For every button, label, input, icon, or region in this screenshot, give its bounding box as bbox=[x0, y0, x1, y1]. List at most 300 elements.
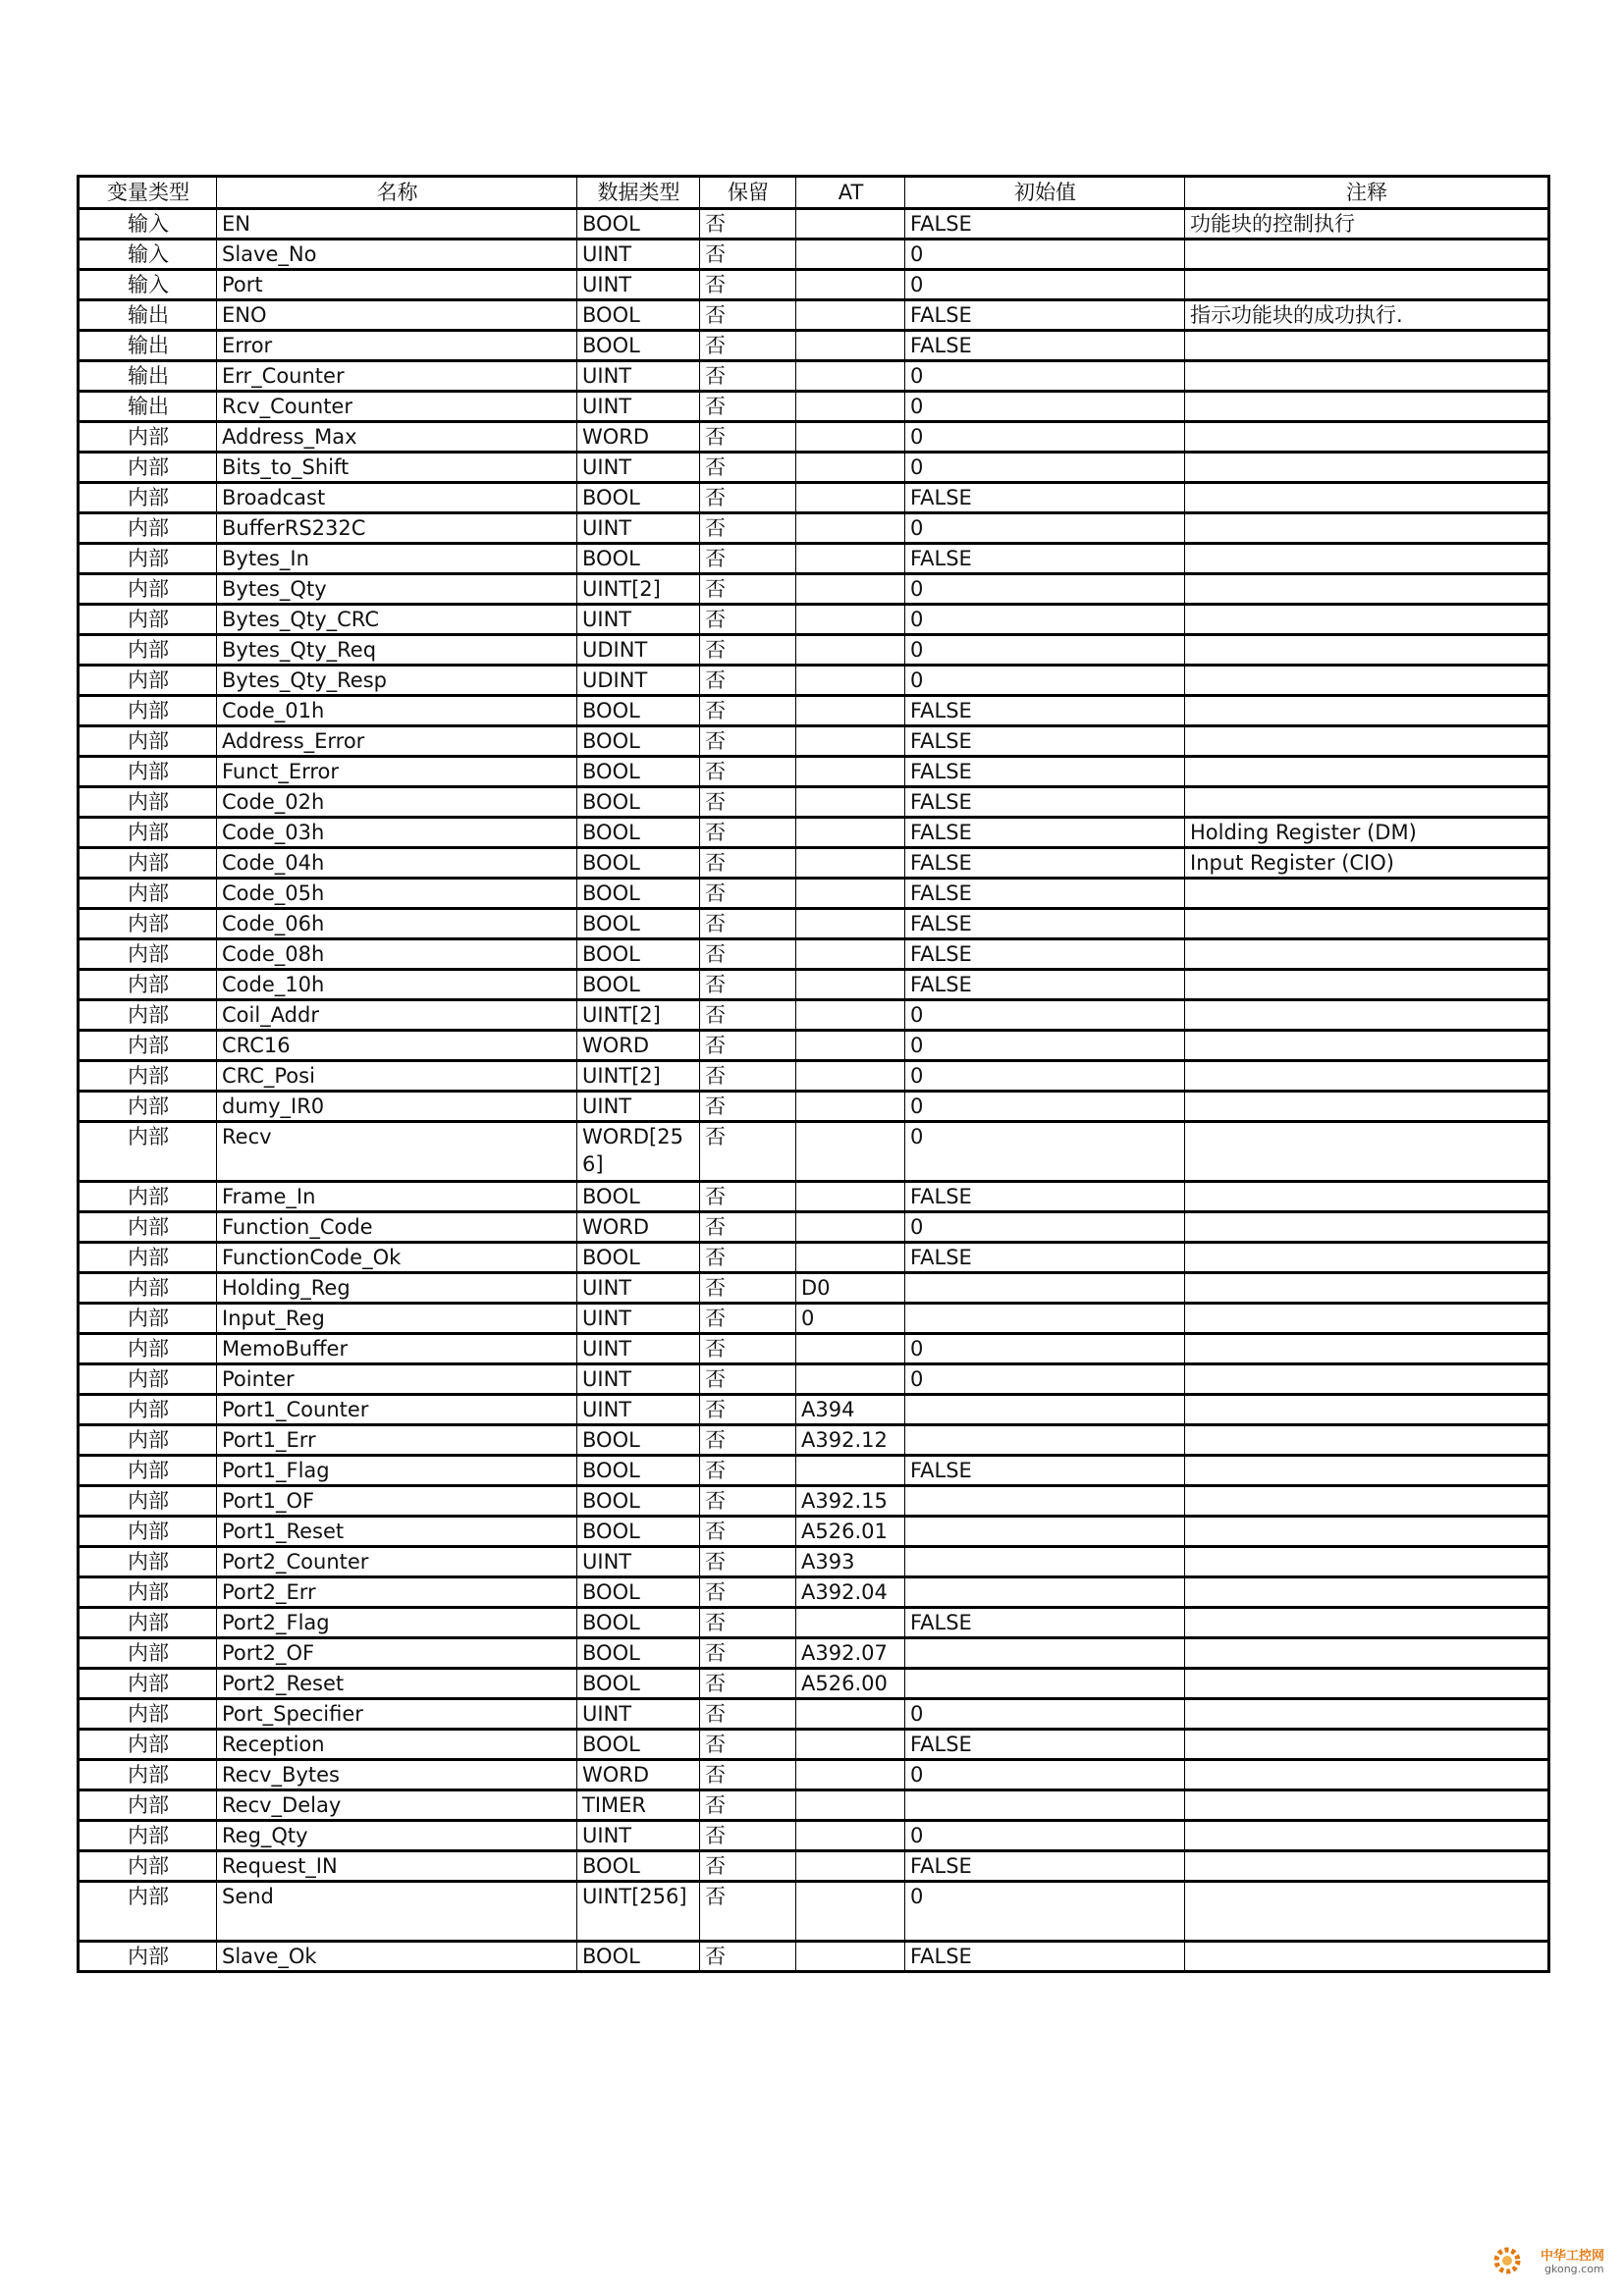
cell-kind: 内部 bbox=[79, 787, 217, 818]
cell-comment bbox=[1185, 1273, 1549, 1304]
cell-comment bbox=[1185, 1760, 1549, 1790]
cell-kind: 内部 bbox=[79, 909, 217, 939]
cell-init bbox=[905, 1669, 1185, 1699]
table-row bbox=[79, 787, 1549, 818]
cell-retain: 否 bbox=[700, 1456, 796, 1486]
cell-dtype: BOOL bbox=[577, 818, 700, 848]
cell-comment bbox=[1185, 1851, 1549, 1882]
cell-retain: 否 bbox=[700, 453, 796, 483]
table-row bbox=[79, 1638, 1549, 1669]
cell-retain: 否 bbox=[700, 331, 796, 361]
table-body bbox=[79, 209, 1549, 1972]
cell-dtype: UINT bbox=[577, 1092, 700, 1122]
cell-init: 0 bbox=[905, 1882, 1185, 1942]
cell-name: Slave_No bbox=[217, 240, 577, 270]
cell-retain: 否 bbox=[700, 1425, 796, 1456]
cell-name: CRC16 bbox=[217, 1031, 577, 1061]
cell-init: 0 bbox=[905, 1821, 1185, 1851]
cell-at bbox=[796, 1031, 905, 1061]
cell-comment bbox=[1185, 1212, 1549, 1243]
cell-kind: 内部 bbox=[79, 1730, 217, 1760]
cell-name: Code_01h bbox=[217, 696, 577, 726]
cell-init: FALSE bbox=[905, 1730, 1185, 1760]
cell-kind: 内部 bbox=[79, 1608, 217, 1638]
cell-dtype: UINT bbox=[577, 1699, 700, 1730]
cell-comment bbox=[1185, 909, 1549, 939]
cell-at: A392.07 bbox=[796, 1638, 905, 1669]
cell-kind: 内部 bbox=[79, 1882, 217, 1942]
cell-at: 0 bbox=[796, 1304, 905, 1334]
table-row bbox=[79, 1425, 1549, 1456]
table-row bbox=[79, 1212, 1549, 1243]
table-row bbox=[79, 1577, 1549, 1608]
table-row bbox=[79, 483, 1549, 513]
cell-kind: 输出 bbox=[79, 392, 217, 422]
cell-name: Code_03h bbox=[217, 818, 577, 848]
cell-dtype: BOOL bbox=[577, 909, 700, 939]
cell-kind: 内部 bbox=[79, 483, 217, 513]
cell-at bbox=[796, 1122, 905, 1182]
cell-dtype: BOOL bbox=[577, 300, 700, 331]
cell-kind: 内部 bbox=[79, 1061, 217, 1092]
cell-kind: 内部 bbox=[79, 757, 217, 787]
cell-name: BufferRS232C bbox=[217, 513, 577, 544]
table-row bbox=[79, 1517, 1549, 1547]
table-row bbox=[79, 818, 1549, 848]
cell-kind: 内部 bbox=[79, 1364, 217, 1395]
cell-name: MemoBuffer bbox=[217, 1334, 577, 1364]
cell-comment bbox=[1185, 635, 1549, 666]
cell-comment bbox=[1185, 331, 1549, 361]
cell-kind: 内部 bbox=[79, 696, 217, 726]
cell-name: Reception bbox=[217, 1730, 577, 1760]
table-row bbox=[79, 270, 1549, 300]
cell-retain: 否 bbox=[700, 635, 796, 666]
cell-retain: 否 bbox=[700, 1699, 796, 1730]
cell-name: Port2_Reset bbox=[217, 1669, 577, 1699]
cell-init: 0 bbox=[905, 1061, 1185, 1092]
table-row bbox=[79, 1092, 1549, 1122]
table-row bbox=[79, 574, 1549, 605]
cell-name: Input_Reg bbox=[217, 1304, 577, 1334]
cell-name: Send bbox=[217, 1882, 577, 1942]
cell-name: Port1_OF bbox=[217, 1486, 577, 1517]
cell-at: D0 bbox=[796, 1273, 905, 1304]
cell-kind: 内部 bbox=[79, 939, 217, 970]
cell-kind: 输出 bbox=[79, 361, 217, 392]
cell-name: Request_IN bbox=[217, 1851, 577, 1882]
cell-kind: 内部 bbox=[79, 818, 217, 848]
cell-at bbox=[796, 726, 905, 757]
table-row bbox=[79, 544, 1549, 574]
cell-retain: 否 bbox=[700, 605, 796, 635]
table-row bbox=[79, 1699, 1549, 1730]
cell-dtype: BOOL bbox=[577, 1182, 700, 1212]
cell-init: 0 bbox=[905, 1364, 1185, 1395]
cell-comment bbox=[1185, 1031, 1549, 1061]
cell-kind: 内部 bbox=[79, 1547, 217, 1577]
cell-comment bbox=[1185, 1092, 1549, 1122]
cell-kind: 内部 bbox=[79, 1638, 217, 1669]
cell-at: A526.01 bbox=[796, 1517, 905, 1547]
cell-comment bbox=[1185, 1304, 1549, 1334]
cell-init: FALSE bbox=[905, 331, 1185, 361]
cell-dtype: UINT bbox=[577, 1364, 700, 1395]
cell-retain: 否 bbox=[700, 726, 796, 757]
cell-name: Funct_Error bbox=[217, 757, 577, 787]
cell-at bbox=[796, 361, 905, 392]
cell-kind: 内部 bbox=[79, 605, 217, 635]
cell-name: Port1_Flag bbox=[217, 1456, 577, 1486]
cell-retain: 否 bbox=[700, 300, 796, 331]
cell-kind: 内部 bbox=[79, 726, 217, 757]
table-row bbox=[79, 1000, 1549, 1031]
table-row bbox=[79, 1608, 1549, 1638]
cell-retain: 否 bbox=[700, 1730, 796, 1760]
cell-at bbox=[796, 513, 905, 544]
cell-kind: 内部 bbox=[79, 1851, 217, 1882]
cell-dtype: WORD bbox=[577, 1760, 700, 1790]
cell-name: Port1_Counter bbox=[217, 1395, 577, 1425]
cell-name: Bytes_Qty bbox=[217, 574, 577, 605]
cell-at bbox=[796, 757, 905, 787]
cell-at bbox=[796, 1851, 905, 1882]
cell-at bbox=[796, 1092, 905, 1122]
cell-dtype: BOOL bbox=[577, 544, 700, 574]
cell-kind: 内部 bbox=[79, 1212, 217, 1243]
cell-name: Code_02h bbox=[217, 787, 577, 818]
cell-retain: 否 bbox=[700, 1000, 796, 1031]
cell-name: Bytes_In bbox=[217, 544, 577, 574]
cell-name: CRC_Posi bbox=[217, 1061, 577, 1092]
cell-comment bbox=[1185, 1486, 1549, 1517]
cell-init: FALSE bbox=[905, 818, 1185, 848]
cell-kind: 内部 bbox=[79, 1790, 217, 1821]
cell-at bbox=[796, 453, 905, 483]
table-row bbox=[79, 635, 1549, 666]
cell-at: A392.04 bbox=[796, 1577, 905, 1608]
cell-at bbox=[796, 1000, 905, 1031]
cell-dtype: UDINT bbox=[577, 635, 700, 666]
cell-dtype: UINT[2] bbox=[577, 1061, 700, 1092]
cell-init bbox=[905, 1425, 1185, 1456]
cell-kind: 内部 bbox=[79, 453, 217, 483]
cell-comment bbox=[1185, 1790, 1549, 1821]
cell-retain: 否 bbox=[700, 1760, 796, 1790]
cell-comment bbox=[1185, 970, 1549, 1000]
cell-name: Pointer bbox=[217, 1364, 577, 1395]
cell-init: FALSE bbox=[905, 209, 1185, 240]
cell-comment bbox=[1185, 605, 1549, 635]
cell-at bbox=[796, 1061, 905, 1092]
cell-retain: 否 bbox=[700, 970, 796, 1000]
cell-dtype: BOOL bbox=[577, 483, 700, 513]
cell-retain: 否 bbox=[700, 1486, 796, 1517]
cell-name: Port bbox=[217, 270, 577, 300]
table-row bbox=[79, 1669, 1549, 1699]
cell-dtype: UINT bbox=[577, 1821, 700, 1851]
cell-init: FALSE bbox=[905, 939, 1185, 970]
cell-comment bbox=[1185, 1547, 1549, 1577]
table-row bbox=[79, 453, 1549, 483]
table-row bbox=[79, 726, 1549, 757]
cell-dtype: WORD[256] bbox=[577, 1122, 700, 1182]
table-row bbox=[79, 757, 1549, 787]
cell-at bbox=[796, 422, 905, 453]
cell-init: FALSE bbox=[905, 696, 1185, 726]
cell-kind: 内部 bbox=[79, 1517, 217, 1547]
cell-dtype: BOOL bbox=[577, 209, 700, 240]
cell-comment bbox=[1185, 666, 1549, 696]
cell-at bbox=[796, 1364, 905, 1395]
cell-at bbox=[796, 909, 905, 939]
cell-dtype: UINT bbox=[577, 1547, 700, 1577]
cell-dtype: BOOL bbox=[577, 939, 700, 970]
cell-dtype: UINT bbox=[577, 1304, 700, 1334]
cell-name: Address_Max bbox=[217, 422, 577, 453]
cell-comment: 功能块的控制执行 bbox=[1185, 209, 1549, 240]
table-row bbox=[79, 909, 1549, 939]
cell-comment bbox=[1185, 1669, 1549, 1699]
cell-retain: 否 bbox=[700, 1243, 796, 1273]
cell-retain: 否 bbox=[700, 1851, 796, 1882]
watermark-title: 中华工控网 bbox=[1541, 2249, 1605, 2264]
col-header-retain: 保留 bbox=[700, 177, 796, 209]
cell-at bbox=[796, 1760, 905, 1790]
cell-init: 0 bbox=[905, 361, 1185, 392]
cell-comment bbox=[1185, 1364, 1549, 1395]
cell-retain: 否 bbox=[700, 909, 796, 939]
cell-name: Coil_Addr bbox=[217, 1000, 577, 1031]
col-header-name: 名称 bbox=[217, 177, 577, 209]
cell-comment bbox=[1185, 1061, 1549, 1092]
cell-retain: 否 bbox=[700, 422, 796, 453]
cell-name: FunctionCode_Ok bbox=[217, 1243, 577, 1273]
cell-kind: 输入 bbox=[79, 240, 217, 270]
table-row bbox=[79, 1730, 1549, 1760]
cell-comment bbox=[1185, 240, 1549, 270]
cell-init: 0 bbox=[905, 635, 1185, 666]
cell-init bbox=[905, 1304, 1185, 1334]
cell-kind: 内部 bbox=[79, 1304, 217, 1334]
table-row bbox=[79, 1790, 1549, 1821]
cell-init: FALSE bbox=[905, 879, 1185, 909]
cell-kind: 输出 bbox=[79, 331, 217, 361]
cell-init: 0 bbox=[905, 422, 1185, 453]
col-header-initial-value: 初始值 bbox=[905, 177, 1185, 209]
watermark-logo bbox=[1488, 2241, 1620, 2288]
col-header-at: AT bbox=[796, 177, 905, 209]
cell-init: FALSE bbox=[905, 483, 1185, 513]
cell-kind: 内部 bbox=[79, 1821, 217, 1851]
cell-dtype: BOOL bbox=[577, 970, 700, 1000]
cell-name: Port2_Flag bbox=[217, 1608, 577, 1638]
cell-retain: 否 bbox=[700, 1273, 796, 1304]
cell-name: Bytes_Qty_CRC bbox=[217, 605, 577, 635]
cell-init: FALSE bbox=[905, 848, 1185, 879]
cell-comment bbox=[1185, 757, 1549, 787]
cell-name: Slave_Ok bbox=[217, 1942, 577, 1972]
cell-retain: 否 bbox=[700, 1608, 796, 1638]
table-row bbox=[79, 1364, 1549, 1395]
table-row bbox=[79, 209, 1549, 240]
cell-init: 0 bbox=[905, 513, 1185, 544]
cell-dtype: BOOL bbox=[577, 757, 700, 787]
cell-dtype: BOOL bbox=[577, 1851, 700, 1882]
cell-comment: 指示功能块的成功执行. bbox=[1185, 300, 1549, 331]
cell-init: FALSE bbox=[905, 1851, 1185, 1882]
cell-at bbox=[796, 1334, 905, 1364]
cell-retain: 否 bbox=[700, 939, 796, 970]
table-row bbox=[79, 1760, 1549, 1790]
table-row bbox=[79, 1122, 1549, 1182]
cell-init: FALSE bbox=[905, 726, 1185, 757]
cell-comment bbox=[1185, 392, 1549, 422]
cell-comment bbox=[1185, 1577, 1549, 1608]
cell-retain: 否 bbox=[700, 1122, 796, 1182]
cell-kind: 内部 bbox=[79, 1577, 217, 1608]
cell-name: Port2_Counter bbox=[217, 1547, 577, 1577]
cell-at: A393 bbox=[796, 1547, 905, 1577]
cell-dtype: BOOL bbox=[577, 1669, 700, 1699]
cell-at bbox=[796, 666, 905, 696]
cell-name: Function_Code bbox=[217, 1212, 577, 1243]
cell-init: 0 bbox=[905, 392, 1185, 422]
cell-dtype: UINT bbox=[577, 513, 700, 544]
cell-dtype: BOOL bbox=[577, 696, 700, 726]
cell-at bbox=[796, 1821, 905, 1851]
cell-at bbox=[796, 209, 905, 240]
table-row bbox=[79, 1395, 1549, 1425]
cell-name: Reg_Qty bbox=[217, 1821, 577, 1851]
cell-name: Code_05h bbox=[217, 879, 577, 909]
cell-comment bbox=[1185, 1334, 1549, 1364]
table-row bbox=[79, 605, 1549, 635]
cell-retain: 否 bbox=[700, 513, 796, 544]
cell-at bbox=[796, 483, 905, 513]
cell-name: Rcv_Counter bbox=[217, 392, 577, 422]
cell-name: EN bbox=[217, 209, 577, 240]
table-row bbox=[79, 696, 1549, 726]
cell-name: Broadcast bbox=[217, 483, 577, 513]
cell-retain: 否 bbox=[700, 787, 796, 818]
cell-init: 0 bbox=[905, 270, 1185, 300]
col-header-data-type: 数据类型 bbox=[577, 177, 700, 209]
table-row bbox=[79, 970, 1549, 1000]
cell-init: FALSE bbox=[905, 544, 1185, 574]
cell-dtype: UDINT bbox=[577, 666, 700, 696]
cell-dtype: TIMER bbox=[577, 1790, 700, 1821]
cell-kind: 内部 bbox=[79, 1942, 217, 1972]
cell-comment bbox=[1185, 787, 1549, 818]
cell-kind: 内部 bbox=[79, 1456, 217, 1486]
cell-at bbox=[796, 1456, 905, 1486]
cell-retain: 否 bbox=[700, 696, 796, 726]
col-header-comment: 注释 bbox=[1185, 177, 1549, 209]
cell-init: FALSE bbox=[905, 1456, 1185, 1486]
cell-name: Port1_Err bbox=[217, 1425, 577, 1456]
cell-name: Code_10h bbox=[217, 970, 577, 1000]
cell-init bbox=[905, 1395, 1185, 1425]
cell-at bbox=[796, 300, 905, 331]
cell-comment bbox=[1185, 1699, 1549, 1730]
cell-comment bbox=[1185, 422, 1549, 453]
cell-dtype: WORD bbox=[577, 1212, 700, 1243]
cell-kind: 内部 bbox=[79, 1000, 217, 1031]
cell-name: Code_06h bbox=[217, 909, 577, 939]
cell-retain: 否 bbox=[700, 1395, 796, 1425]
cell-init: FALSE bbox=[905, 787, 1185, 818]
cell-at bbox=[796, 1608, 905, 1638]
cell-dtype: UINT[2] bbox=[577, 1000, 700, 1031]
cell-at bbox=[796, 1882, 905, 1942]
cell-dtype: UINT bbox=[577, 1334, 700, 1364]
cell-dtype: BOOL bbox=[577, 1942, 700, 1972]
cell-at bbox=[796, 1942, 905, 1972]
cell-retain: 否 bbox=[700, 1334, 796, 1364]
cell-kind: 内部 bbox=[79, 513, 217, 544]
table-row bbox=[79, 1304, 1549, 1334]
cell-init bbox=[905, 1547, 1185, 1577]
cell-retain: 否 bbox=[700, 1092, 796, 1122]
cell-kind: 内部 bbox=[79, 1699, 217, 1730]
cell-dtype: BOOL bbox=[577, 1517, 700, 1547]
cell-comment bbox=[1185, 361, 1549, 392]
cell-kind: 内部 bbox=[79, 544, 217, 574]
table-row bbox=[79, 1851, 1549, 1882]
cell-comment bbox=[1185, 1882, 1549, 1942]
cell-init: 0 bbox=[905, 1092, 1185, 1122]
cell-kind: 内部 bbox=[79, 970, 217, 1000]
table-row bbox=[79, 1182, 1549, 1212]
cell-kind: 内部 bbox=[79, 848, 217, 879]
cell-name: Recv_Delay bbox=[217, 1790, 577, 1821]
cell-name: Code_04h bbox=[217, 848, 577, 879]
cell-at: A394 bbox=[796, 1395, 905, 1425]
cell-retain: 否 bbox=[700, 1182, 796, 1212]
cell-name: Bits_to_Shift bbox=[217, 453, 577, 483]
cell-dtype: UINT bbox=[577, 240, 700, 270]
cell-dtype: BOOL bbox=[577, 1456, 700, 1486]
table-row bbox=[79, 240, 1549, 270]
cell-comment bbox=[1185, 270, 1549, 300]
cell-at bbox=[796, 848, 905, 879]
cell-name: ENO bbox=[217, 300, 577, 331]
watermark-url: gkong.com bbox=[1544, 2263, 1604, 2275]
cell-comment bbox=[1185, 513, 1549, 544]
cell-retain: 否 bbox=[700, 1882, 796, 1942]
cell-comment: Holding Register (DM) bbox=[1185, 818, 1549, 848]
cell-kind: 内部 bbox=[79, 1031, 217, 1061]
cell-init: FALSE bbox=[905, 1182, 1185, 1212]
cell-kind: 内部 bbox=[79, 1182, 217, 1212]
table-row bbox=[79, 513, 1549, 544]
cell-name: Port_Specifier bbox=[217, 1699, 577, 1730]
cell-kind: 输入 bbox=[79, 270, 217, 300]
cell-at bbox=[796, 635, 905, 666]
cell-init: FALSE bbox=[905, 300, 1185, 331]
cell-comment bbox=[1185, 879, 1549, 909]
cell-comment bbox=[1185, 1000, 1549, 1031]
cell-init: 0 bbox=[905, 453, 1185, 483]
cell-name: Bytes_Qty_Resp bbox=[217, 666, 577, 696]
table-row bbox=[79, 392, 1549, 422]
cell-init bbox=[905, 1638, 1185, 1669]
cell-retain: 否 bbox=[700, 1577, 796, 1608]
cell-init: 0 bbox=[905, 1031, 1185, 1061]
cell-at: A392.12 bbox=[796, 1425, 905, 1456]
cell-retain: 否 bbox=[700, 1517, 796, 1547]
